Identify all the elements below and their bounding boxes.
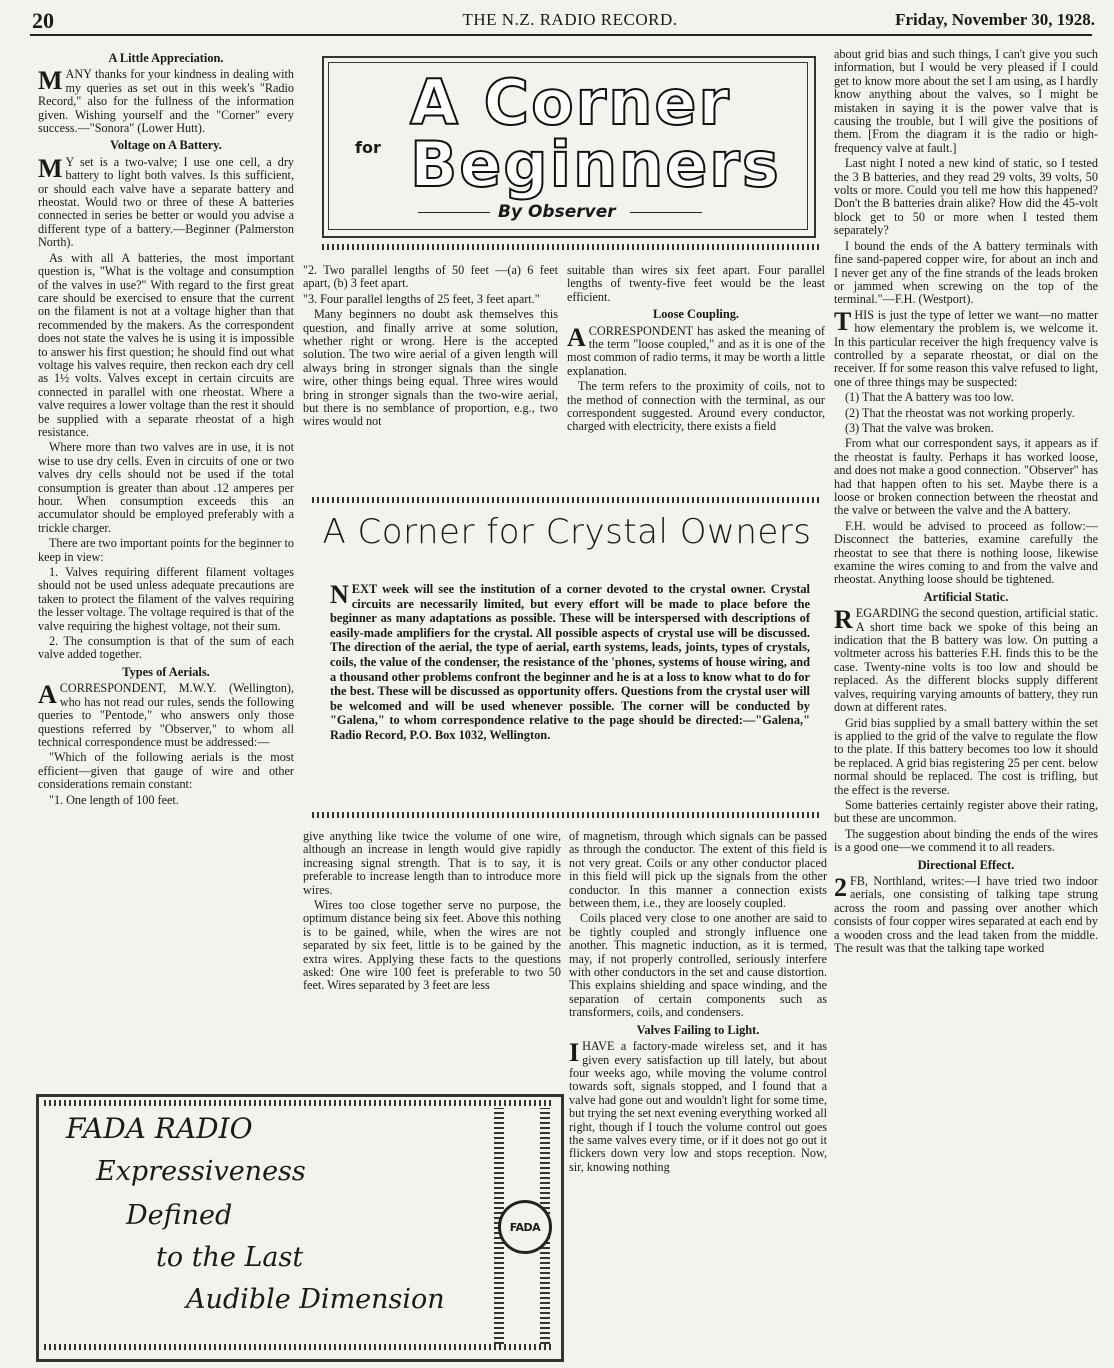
drop-cap: T (834, 306, 852, 336)
drop-cap: N (330, 580, 349, 609)
valves-failing-letter: IHAVE a factory-made wireless set, and it has given every satisfaction up till lately, but about four weeks ago, while moving the volume control towards soft, signals stopped, and I found that a valve had gone out and wouldn't light for some time, but trying the set next evening everything worked all right, though if I touch the volume control out goes the same valves every time, or if it does not go out it flickers down very low and stops reception. Now, sir, knowing nothing (569, 1038, 827, 1174)
ad-line-3: Defined (126, 1200, 233, 1231)
drop-cap: I (569, 1038, 580, 1068)
list-item: (1) That the A battery was too low. (844, 390, 1014, 405)
paragraph: F.H. would be advised to proceed as follow:—Disconnect the batteries, examine carefully the rheostat to see that there is nothing loose, likewise examine the wires coming to and from the valve and rheostat. Anything loose should be tightened. (834, 518, 1098, 587)
aerial-option-2: "2. Two parallel lengths of 50 feet —(a) 6 feet apart, (b) 3 feet apart. (303, 264, 558, 291)
ad-bottom-border (44, 1344, 552, 1350)
page-number: 20 (32, 8, 54, 33)
column-2-bottom (303, 830, 561, 1072)
heading-artificial-static: Artificial Static. (923, 589, 1009, 604)
heading-valves-failing: Valves Failing to Light. (636, 1022, 760, 1037)
issue-date: Friday, November 30, 1928. (895, 10, 1095, 29)
fada-logo-text: FADA (509, 1220, 541, 1234)
list-item: (2) That the rheostat was not working properly. (844, 405, 1075, 420)
drop-cap: M (38, 66, 63, 96)
appreciation-letter: MANY thanks for your kindness in dealing with my queries as set out in this week's "Radio Record," also for the fullness of the information given. Wishing yourself and the "Corner" every success.—"Sonora" (Lower Hutt). (38, 66, 294, 136)
banner-for: for (355, 138, 381, 157)
heading-voltage: Voltage on A Battery. (110, 138, 222, 153)
drop-cap: A (567, 322, 586, 352)
ad-line-4: to the Last (156, 1242, 304, 1273)
paragraph: "1. One length of 100 feet. (48, 792, 179, 807)
paragraph: Coils placed very close to one another are said to be tightly coupled and strongly influence one another. This magnetic induction, as it is termed, may, if not properly controlled, seriously interfere with other conductors in the set and cause distortion. This explains shielding and space winding, and the separation of certain components such as transformers, coils, and condensers. (569, 911, 827, 1020)
crystal-title: A Corner for Crystal Owners (322, 512, 812, 552)
drop-cap: M (38, 153, 63, 183)
column-3-bottom (569, 830, 827, 1360)
crystal-top-border (312, 497, 822, 503)
loose-coupling-letter: ACORRESPONDENT has asked the meaning of the term "loose coupled," and as it is one of the most common of radio terms, it may be worth a little explanation. (567, 322, 825, 378)
paragraph: I bound the ends of the A battery terminals with fine sand-papered copper wire, for about an inch and I never get any of the fine strands of the leads broken or jammed when screwing on the top of the terminal."—F.H. (Westport). (834, 238, 1098, 307)
ad-line-5: Audible Dimension (186, 1284, 445, 1315)
column-1 (38, 48, 294, 888)
ad-line-2: Expressiveness (96, 1156, 306, 1187)
paragraph: "Which of the following aerials is the most efficient—given that gauge of wire and other considerations remain constant: (38, 750, 294, 792)
artificial-static-paragraph: REGARDING the second question, artificial static. A short time back we spoke of this being an indication that the B battery was low. On putting a voltmeter across his batteries F.H. finds this to be the case. Twenty-nine volts is too low and should be replaced. As the different blocks supply different valves, requiring varying amounts of battery, they run down at different rates. (834, 605, 1098, 715)
paragraph: about grid bias and such things, I can't give you such information, but I would be very pleased if I could get to know more about the set I am using, as I hardly know anything about the valves, so I might be mistaken in saying it is the power valve that is causing the trouble, but I will give the positions of them. [From the diagram it is the radio or high-frequency valve at fault.] (834, 48, 1098, 155)
paragraph: 2. The consumption is that of the sum of each valve added together. (38, 634, 294, 662)
banner-bottom-border (322, 244, 822, 250)
heading-loose-coupling: Loose Coupling. (652, 307, 740, 322)
directional-effect-paragraph: 2 FB, Northland, writes:—I have tried two indoor aerials, one consisting of talking tape strung across the room and passing over another which consists of four copper wires separated at each end by a wooden cross and the lead taken from the middle. The result was that the talking tape worked (834, 872, 1098, 955)
banner-line-1: A Corner (410, 66, 732, 139)
fada-logo (498, 1200, 552, 1254)
paragraph: 1. Valves requiring different filament voltages should not be used unless adequate precautions are taken to protect the filament of the valves requiring the lesser voltage. The voltage required is that of the valve requiring the highest voltage, not their sum. (38, 565, 294, 633)
paragraph: From what our correspondent says, it appears as if the rheostat is faulty. Perhaps it has worked loose, and does not make a good connection. "Observer" has had that happen often to his set. Maybe there is a loose or broken connection between the rheostat and the valve or between the valve and the A battery. (834, 436, 1098, 518)
heading-appreciation: A Little Appreciation. (108, 51, 224, 65)
drop-cap: R (834, 605, 853, 635)
paragraph: of magnetism, through which signals can be passed as through the conductor. The extent of this field is not very great. Coils or any other conductor placed in this field will pick up the signals from the other conductor. In this manner a connection exists between them, i.e., they are loosely coupled. (569, 830, 827, 911)
paragraph: There are two important points for the beginner to keep in view: (38, 536, 294, 564)
ad-top-border (44, 1100, 552, 1106)
paragraph: Wires too close together serve no purpose, the optimum distance being six feet. Above this nothing is to be gained, while, when the wires are not separated by six feet, little is to be gained by the extra wires. Applying these facts to the questions asked: One wire 100 feet is preferable to two 50 feet. Wires separated by 3 feet are less (303, 898, 561, 993)
banner-rule-right (630, 212, 702, 213)
column-3-top (567, 264, 825, 494)
drop-cap: 2 (834, 872, 847, 902)
banner-rule-left (418, 212, 490, 213)
banner-byline: By Observer (498, 202, 616, 222)
header-rule (30, 34, 1092, 36)
paragraph: suitable than wires six feet apart. Four parallel lengths of twenty-five feet would be the least efficient. (567, 264, 825, 304)
paragraph: Last night I noted a new kind of static, so I tested the 3 B batteries, and they read 29 volts, 39 volts, 50 volts or more. Could you tell me how this happened? Don't the B batteries drain alike? How did the 45-volt block get to 50 or more when I tested them separately? (834, 156, 1098, 238)
paragraph: The suggestion about binding the ends of the wires is a good one—we commend it to all readers. (834, 826, 1098, 855)
heading-directional-effect: Directional Effect. (917, 857, 1015, 872)
paragraph: give anything like twice the volume of one wire, although an increase in length would give rapidly increasing signal strength. That is to say, it is preferable to increase length than to introduce more wires. (303, 830, 561, 897)
paragraph: Grid bias supplied by a small battery within the set is applied to the grid of the valve to regulate the flow to the plate. If this battery becomes too low it should be replaced. A grid bias registering 25 per cent. below normal should be replaced. The cost is trifling, but the effect is the reverse. (834, 715, 1098, 797)
column-2-top (303, 264, 558, 494)
paragraph: Many beginners no doubt ask themselves this question, and finally arrive at some solution, whether right or wrong. Here is the accepted solution. The two wire aerial of a given length will always bring in stronger signals than the single wire, other things being equal. Three wires would bring in stronger signals than the two-wire aerial, but there is no semblance of proportion, e.g., two wires would not (303, 307, 558, 429)
paper-title: THE N.Z. RADIO RECORD. (462, 10, 678, 29)
reply-paragraph: THIS is just the type of letter we want—no matter how elementary the problem is, we welcome it. In this particular receiver the high frequency valve is controlled by a separate rheostat, or dial on the receiver. If for some reason this valve refused to light, one of three things may be suspected: (834, 306, 1098, 389)
crystal-announcement: NEXT week will see the institution of a corner devoted to the crystal owner. Crystal circuits are necessarily limited, but every effort will be made to place before the beginner as many adaptations as possible. These will be interspersed with descriptions of easily-made amplifiers for the crystal. All possible aspects of crystal use will be discussed. The direction of the aerial, the type of aerial, earth systems, leads, joints, types of crystals, coils, the value of the condenser, the resistance of the 'phones, systems of house wiring, and a thousand other problems confront the beginner and he is at a loss to know what to do for the best. These will be discussed as opportunity offers. Questions from the crystal user will be welcomed and will be used whenever possible. The corner will be conducted by "Galena," to whom correspondence relative to the page should be directed:—"Galena," Radio Record, P.O. Box 1032, Wellington. (330, 580, 810, 742)
aerial-option-3: "3. Four parallel lengths of 25 feet, 3 feet apart." (303, 291, 540, 306)
column-4 (834, 48, 1098, 1364)
crystal-bottom-border (312, 812, 822, 818)
ad-brand: FADA RADIO (66, 1112, 253, 1145)
list-item: (3) That the valve was broken. (844, 420, 994, 435)
drop-cap: A (38, 680, 57, 710)
paragraph: The term refers to the proximity of coils, not to the method of connection with the terminal, as our correspondent suggested. Around every conductor, charged with electricity, there exists a field (567, 379, 825, 434)
heading-aerials: Types of Aerials. (122, 664, 210, 679)
aerials-letter: ACORRESPONDENT, M.W.Y. (Wellington), who has not read our rules, sends the following queries to "Pentode," who answers only those questions referred by "Observer," to whom all technical correspondence must be addressed:— (38, 680, 294, 749)
voltage-letter: M Y set is a two-valve; I use one cell, a dry battery to light both valves. Is this sufficient, or should each valve have a separate battery and rheostat. Would two or three of these A batteries connected in series be better or would you advise a different type of a battery.—Beginner (Palmerston North). (38, 153, 294, 250)
banner-line-2: Beginners (410, 128, 781, 201)
paragraph: Where more than two valves are in use, it is not wise to use dry cells. Even in circuits of one or two valves dry cells should not be used if the total consumption is greater than about .12 amperes per hour. When consumption exceeds this an accumulator should be employed preferably with a trickle charger. (38, 440, 294, 535)
paragraph: Some batteries certainly register above their rating, but these are uncommon. (834, 797, 1098, 826)
paragraph: As with all A batteries, the most important question is, "What is the voltage and consumption of the valves in use?" With regard to the first great care should be exercised to ensure that the current on the filament is not at a voltage higher than that recommended by the makers. As the correspondent does not state the valves he is using it is impossible to answer his first question; he should find out what voltage his valves require, then reckon each dry cell as 1½ volts. Valves except in certain circuits are connected in parallel with one rheostat. Where a valve requires a lower voltage than the rest it should be supplied with a separate rheostat of a high resistance. (38, 250, 294, 439)
